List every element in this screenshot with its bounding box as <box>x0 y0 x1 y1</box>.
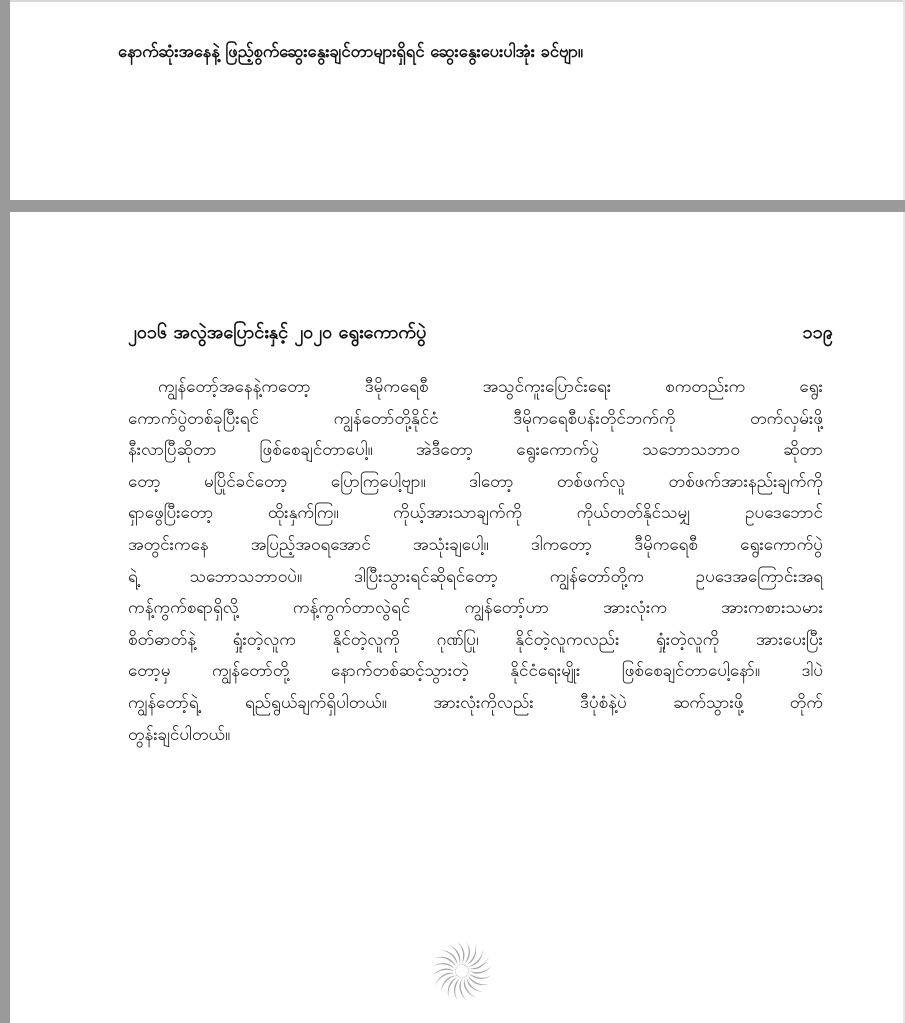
previous-page-last-line: နောက်ဆုံးအနေနဲ့ ဖြည့်စွက်ဆွေးနွေးချင်တာများရှိရင် ဆွေးနွေးပေးပါအုံး ခင်ဗျာ။ <box>118 42 583 61</box>
page-number: ၁၁၉ <box>802 322 833 343</box>
paragraph-line: ကျွန်တော့်အနေနဲ့ကတော့ ဒီမိုကရေစီ အသွင်ကူးပြောင်းရေး စကတည်းက ရွေး <box>158 377 823 397</box>
paragraph-line: တွန်းချင်ပါတယ်။ <box>128 724 231 745</box>
paragraph-line: တော့မှ ကျွန်တော်တို့ နောက်တစ်ဆင့်သွားတဲ့ နိုင်ငံရေးမျိုး ဖြစ်စေချင်တာပေါ့နော်။ ဒါပဲ <box>128 661 823 682</box>
viewer-left-gutter <box>0 0 10 1023</box>
running-head-title: ၂၀၁၆ အလွဲအပြောင်းနှင့် ၂၀၂၀ ရွေးကောက်ပွဲ <box>128 322 427 343</box>
paragraph-line: နီးလာပြီဆိုတာ ဖြစ်စေချင်တာပေါ့။ အဲဒီတော့ ရွေးကောက်ပွဲ သဘောသဘာဝ ဆိုတာ <box>128 440 823 461</box>
paragraph-line: အတွင်းကနေ အပြည့်အဝရအောင် အသုံးချပေါ့။ ဒါကတော့ ဒီမိုကရေစီ ရွေးကောက်ပွဲ <box>128 534 823 555</box>
current-page <box>10 212 903 1023</box>
page-separator <box>10 200 905 212</box>
paragraph-line: ရဲ့ သဘောသဘာဝပဲ။ ဒါပြီးသွားရင်ဆိုရင်တော့ ကျွန်တော်တို့က ဥပဒေအကြောင်းအရ <box>128 566 823 587</box>
paragraph-line: စိတ်ဓာတ်နဲ့ ရှုံးတဲ့လူက နိုင်တဲ့လူကို ဂုဏ်ပြု၊ နိုင်တဲ့လူကလည်း ရှုံးတဲ့လူကို အားပေးပြီး <box>128 629 823 650</box>
body-paragraph <box>128 372 823 751</box>
paragraph-line: ကောက်ပွဲတစ်ခုပြီးရင် ကျွန်တော်တို့နိုင်ငံ ဒီမိုကရေစီပန်းတိုင်ဘက်ကို တက်လှမ်းဖို့ <box>128 408 823 429</box>
paragraph-line: ကန့်ကွက်စရာရှိလို့ ကန့်ကွက်တာလွဲရင် ကျွန်တော့်ဟာ အားလုံးက အားကစားသမား <box>128 598 823 619</box>
previous-page <box>10 0 903 202</box>
paragraph-line: ကျွန်တော့်ရဲ့ ရည်ရွယ်ချက်ရှိပါတယ်။ အားလုံးကိုလည်း ဒီပုံစံနဲ့ပဲ ဆက်သွားဖို့ တိုက် <box>128 692 823 713</box>
paragraph-line: တော့ မပြိုင်ခင်တော့ ပြောကြပေါ့ဗျာ။ ဒါတော့ တစ်ဖက်လူ တစ်ဖက်အားနည်းချက်ကို <box>128 471 823 492</box>
swirl-flower-ornament-icon <box>428 937 496 1005</box>
running-head <box>128 320 833 347</box>
paragraph-line: ရှာဖွေပြီးတော့ ထိုးနှက်ကြ။ ကိုယ့်အားသာချက်ကို ကိုယ်တတ်နိုင်သမျှ ဥပဒေဘောင် <box>128 503 823 524</box>
